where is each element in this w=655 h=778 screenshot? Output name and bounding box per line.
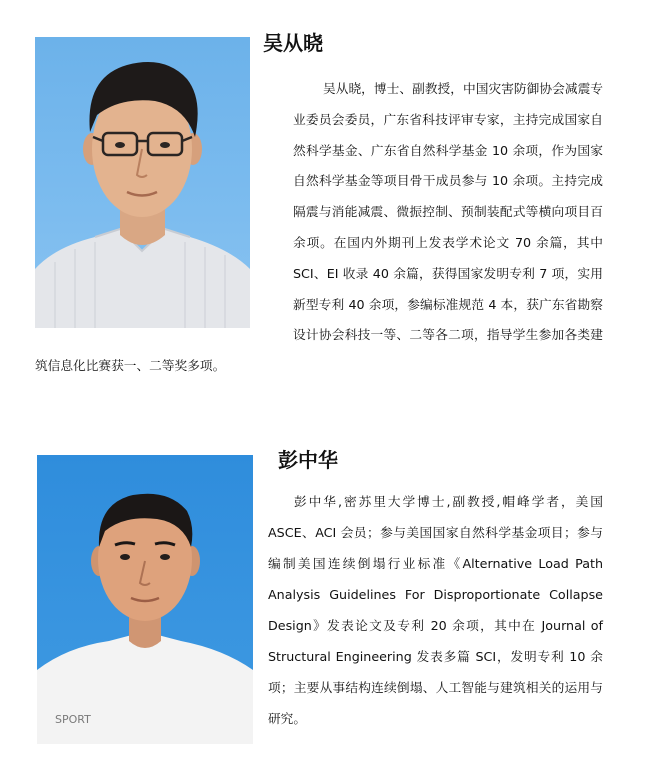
profile-bio: 彭中华,密苏里大学博士,副教授,帽峰学者，美国 ASCE、ACI 会员；参与美国国家自然科学基金项目；参与编制美国连续倒塌行业标准《Alternative Load Path Analysis Guidelines For Disproportionate Collapse Design》发表论文及专利 20 余项，其中在 Journal of Structural Engineering 发表多篇 SCI，发明专利 10 余项；主要从事结构连续倒塌、人工智能与建筑相关的运用与研究。 [268,494,603,726]
profile-name: 吴从晓 [263,31,323,55]
profile-photo-peng-zhonghua [37,455,253,744]
shirt-print: SPORT [55,713,91,726]
profile-bio: 吴从晓，博士、副教授，中国灾害防御协会减震专业委员会委员，广东省科技评审专家，主持完成国家自然科学基金、广东省自然科学基金 10 余项，作为国家自然科学基金等项目骨干成员参与 10 余项。主持完成隔震与消能减震、微振控制、预制装配式等横向项目百余项。在国内外期刊上发表学术论文 70 余篇，其中 SCI、EI 收录 40 余篇，获得国家发明专利 7 项，实用新型专利 40 余项，参编标准规范 4 本，获广东省勘察设计协会科技一等、二等各二项，指导学生参加各类建筑信息化比赛获一、二等奖多项。 [35,81,603,374]
profile-name: 彭中华 [278,448,338,472]
profile-bio-container [0,74,655,384]
person-portrait-icon [37,455,253,744]
text-wrap-spacer [35,74,293,336]
